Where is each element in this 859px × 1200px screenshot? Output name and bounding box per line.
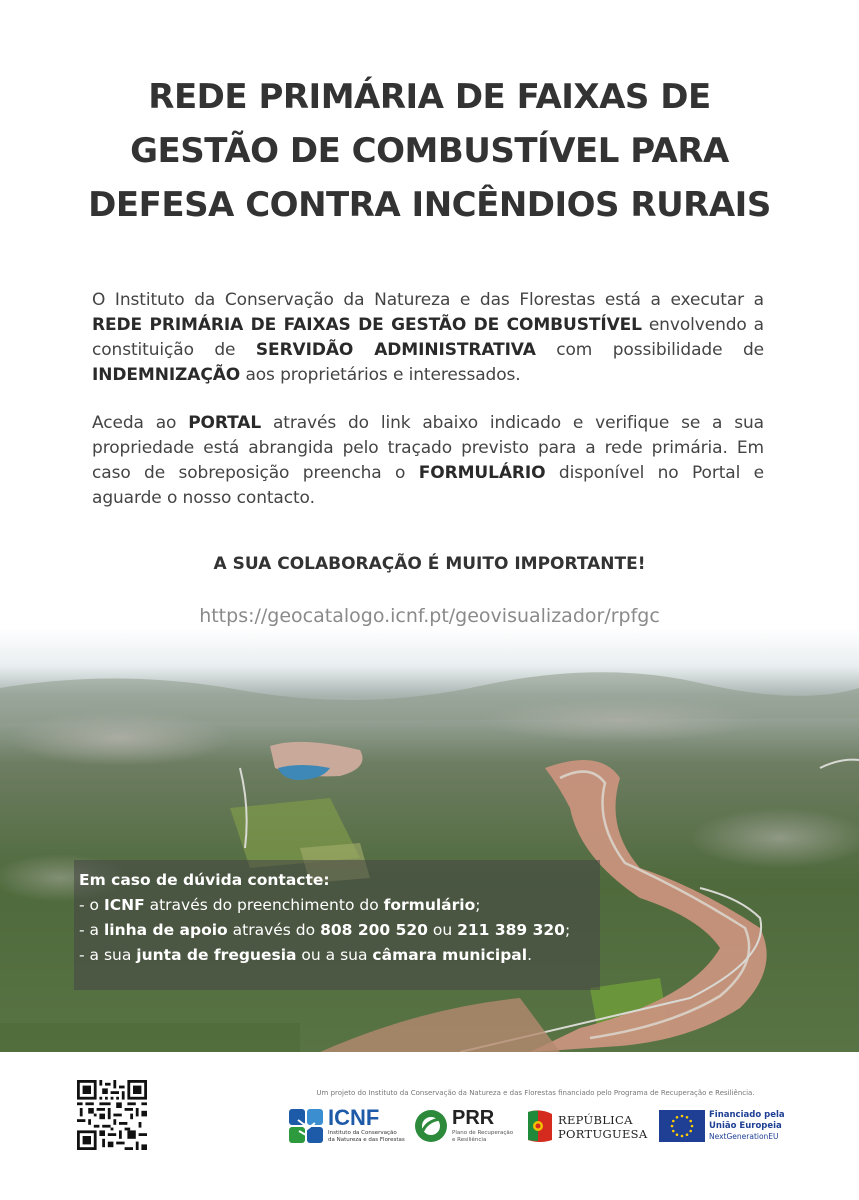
portugal-flag-icon xyxy=(528,1110,552,1142)
contact-info xyxy=(79,868,570,968)
eu-line-2: União Europeia xyxy=(709,1121,782,1131)
contact-line-local: - a sua junta de freguesia ou a sua câmara municipal. xyxy=(79,946,533,964)
formulario-bold: FORMULÁRIO xyxy=(418,463,546,483)
contact-line-icnf: - o ICNF através do preenchimento do formulário; xyxy=(79,896,481,914)
funding-credit: Um projeto do Instituto da Conservação da Natureza e das Florestas financiado pelo Programa de Recuperação e Resiliência. xyxy=(316,1089,755,1097)
icnf-subtitle-1: Instituto da Conservação xyxy=(328,1130,397,1136)
eu-funding-logo xyxy=(659,1110,783,1144)
portal-paragraph: Aceda ao PORTAL através do link abaixo indicado e verifique se a sua propriedade está abrangida pelo traçado previsto para a rede primária. Em caso de sobreposição preencha o FORMULÁRIO disponível no Portal e aguarde o nosso contacto. xyxy=(92,413,764,508)
republica-line-2: PORTUGUESA xyxy=(558,1127,648,1141)
prr-subtitle-1: Plano de Recuperação xyxy=(452,1130,514,1136)
prr-circle-icon xyxy=(414,1109,448,1143)
prr-wordmark: PRR xyxy=(452,1107,495,1129)
eu-flag-icon xyxy=(659,1110,705,1142)
prr-subtitle-2: e Resiliência xyxy=(452,1137,487,1143)
prr-logo xyxy=(414,1109,518,1145)
rede-primaria-bold: REDE PRIMÁRIA DE FAIXAS DE GESTÃO DE COMBUSTÍVEL xyxy=(92,315,642,335)
portal-bold: PORTAL xyxy=(188,413,262,433)
qr-code-icon[interactable] xyxy=(77,1080,147,1150)
contact-line-phone: - a linha de apoio através do 808 200 520 ou 211 389 320; xyxy=(79,921,571,939)
contact-heading: Em caso de dúvida contacte: xyxy=(79,871,330,889)
phone-211[interactable]: 211 389 320 xyxy=(457,921,565,939)
icnf-subtitle-2: da Natureza e das Florestas xyxy=(328,1137,405,1143)
phone-808[interactable]: 808 200 520 xyxy=(320,921,428,939)
eu-line-1: Financiado pela xyxy=(709,1110,785,1120)
icnf-leaf-icon xyxy=(288,1108,324,1144)
icnf-logo xyxy=(288,1105,405,1146)
poster-title xyxy=(0,70,859,232)
servidao-bold: SERVIDÃO ADMINISTRATIVA xyxy=(255,340,536,360)
republica-portuguesa-logo xyxy=(528,1110,648,1144)
call-to-action: A SUA COLABORAÇÃO É MUITO IMPORTANTE! xyxy=(213,554,646,574)
portal-link[interactable]: https://geocatalogo.icnf.pt/geovisualizador/rpfgc xyxy=(199,605,660,627)
intro-paragraph: O Instituto da Conservação da Natureza e das Florestas está a executar a REDE PRIMÁRIA DE FAIXAS DE GESTÃO DE COMBUSTÍVEL envolvendo a constituição de SERVIDÃO ADMINISTRATIVA com possibilidade de INDEMNIZAÇÃO aos proprietários e interessados. xyxy=(92,290,765,385)
icnf-wordmark: ICNF xyxy=(328,1105,380,1130)
title-line-1: REDE PRIMÁRIA DE FAIXAS DE xyxy=(148,77,711,117)
title-line-2: GESTÃO DE COMBUSTÍVEL PARA xyxy=(130,131,729,171)
indemnizacao-bold: INDEMNIZAÇÃO xyxy=(92,365,241,385)
eu-line-3: NextGenerationEU xyxy=(709,1132,779,1141)
republica-line-1: REPÚBLICA xyxy=(558,1113,633,1127)
title-line-3: DEFESA CONTRA INCÊNDIOS RURAIS xyxy=(88,185,771,225)
